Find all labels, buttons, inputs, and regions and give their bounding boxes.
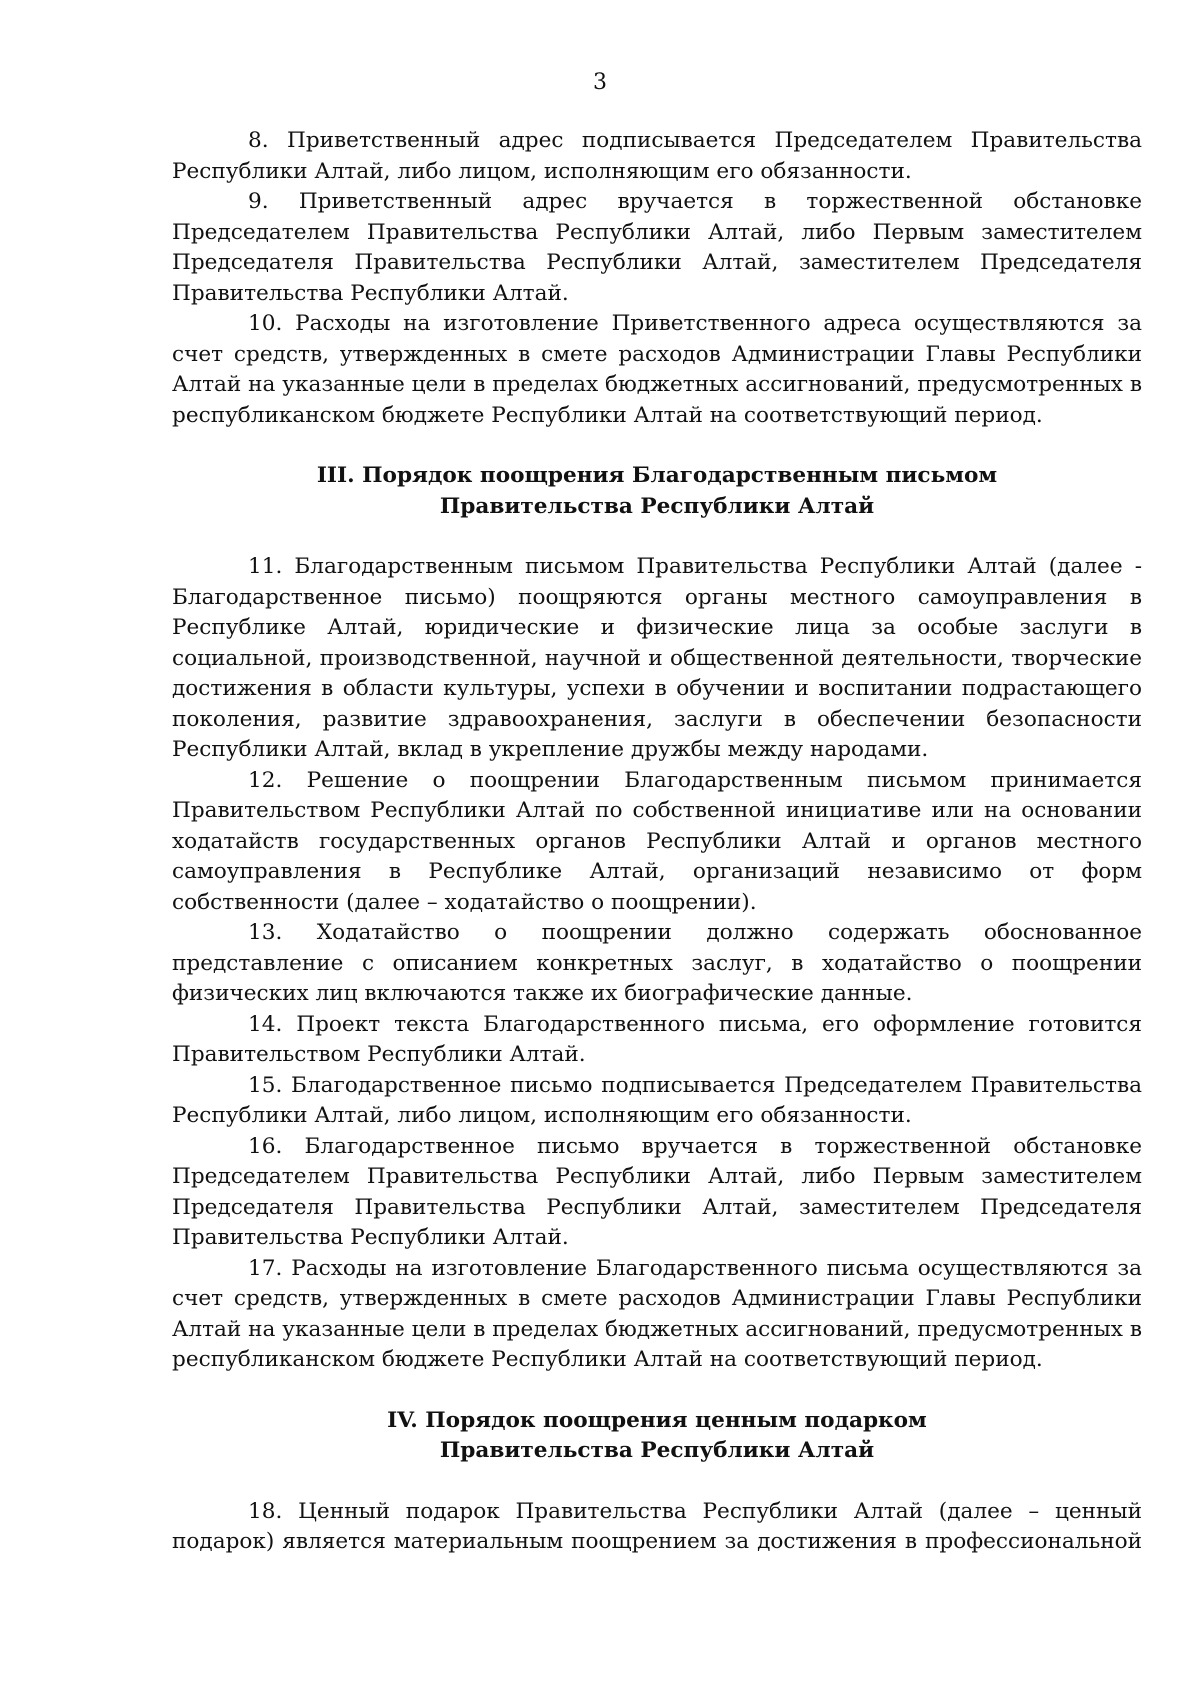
section-4-heading-line-1: IV. Порядок поощрения ценным подарком: [387, 1407, 927, 1433]
section-3-heading-line-2: Правительства Республики Алтай: [439, 493, 875, 519]
paragraph-18: 18. Ценный подарок Правительства Республики Алтай (далее – ценный подарок) является материальным поощрением за достижения в профессиональной: [172, 1498, 1142, 1554]
paragraph-15: 15. Благодарственное письмо подписывается Председателем Правительства Республики Алтай, либо лицом, исполняющим его обязанности.: [172, 1072, 1142, 1128]
paragraph-12: 12. Решение о поощрении Благодарственным письмом принимается Правительством Республики Алтай по собственной инициативе или на основании ходатайств государственных органов Республики Алтай и органов местного самоуправления в Республике Алтай, организаций независимо от форм собственности (далее – ходатайство о поощрении).: [172, 767, 1142, 915]
paragraph-11: 11. Благодарственным письмом Правительства Республики Алтай (далее - Благодарственное письмо) поощряются органы местного самоуправления в Республике Алтай, юридические и физические лица за особые заслуги в социальной, производственной, научной и общественной деятельности, творческие достижения в области культуры, успехи в обучении и воспитании подрастающего поколения, развитие здравоохранения, заслуги в обеспечении безопасности Республики Алтай, вклад в укрепление дружбы между народами.: [172, 554, 1142, 762]
paragraph-17: 17. Расходы на изготовление Благодарственного письма осуществляются за счет средств, утвержденных в смете расходов Администрации Главы Республики Алтай на указанные цели в пределах бюджетных ассигнований, предусмотренных в республиканском бюджете Республики Алтай на соответствующий период.: [172, 1255, 1142, 1372]
document-body: [172, 126, 1142, 1558]
paragraph-16: 16. Благодарственное письмо вручается в торжественной обстановке Председателем Правительства Республики Алтай, либо Первым заместителем Председателя Правительства Республики Алтай, заместителем Председателя Правительства Республики Алтай.: [172, 1133, 1142, 1250]
paragraph-14: 14. Проект текста Благодарственного письма, его оформление готовится Правительством Республики Алтай.: [172, 1011, 1142, 1067]
section-3-heading-line-1: III. Порядок поощрения Благодарственным письмом: [316, 463, 998, 488]
section-3-heading: [172, 461, 1142, 522]
page-number: 3: [593, 70, 607, 95]
paragraph-10: 10. Расходы на изготовление Приветственного адреса осуществляются за счет средств, утвержденных в смете расходов Администрации Главы Республики Алтай на указанные цели в пределах бюджетных ассигнований, предусмотренных в республиканском бюджете Республики Алтай на соответствующий период.: [172, 311, 1142, 428]
section-4-heading-line-2: Правительства Республики Алтай: [439, 1438, 875, 1463]
paragraph-9: 9. Приветственный адрес вручается в торжественной обстановке Председателем Правительства Республики Алтай, либо Первым заместителем Председателя Правительства Республики Алтай, заместителем Председателя Правительства Республики Алтай.: [172, 189, 1142, 306]
paragraph-13: 13. Ходатайство о поощрении должно содержать обоснованное представление с описанием конкретных заслуг, в ходатайство о поощрении физических лиц включаются также их биографические данные.: [172, 920, 1142, 1006]
paragraph-8: 8. Приветственный адрес подписывается Председателем Правительства Республики Алтай, либо лицом, исполняющим его обязанности.: [172, 128, 1142, 184]
section-4-heading: [172, 1406, 1142, 1467]
